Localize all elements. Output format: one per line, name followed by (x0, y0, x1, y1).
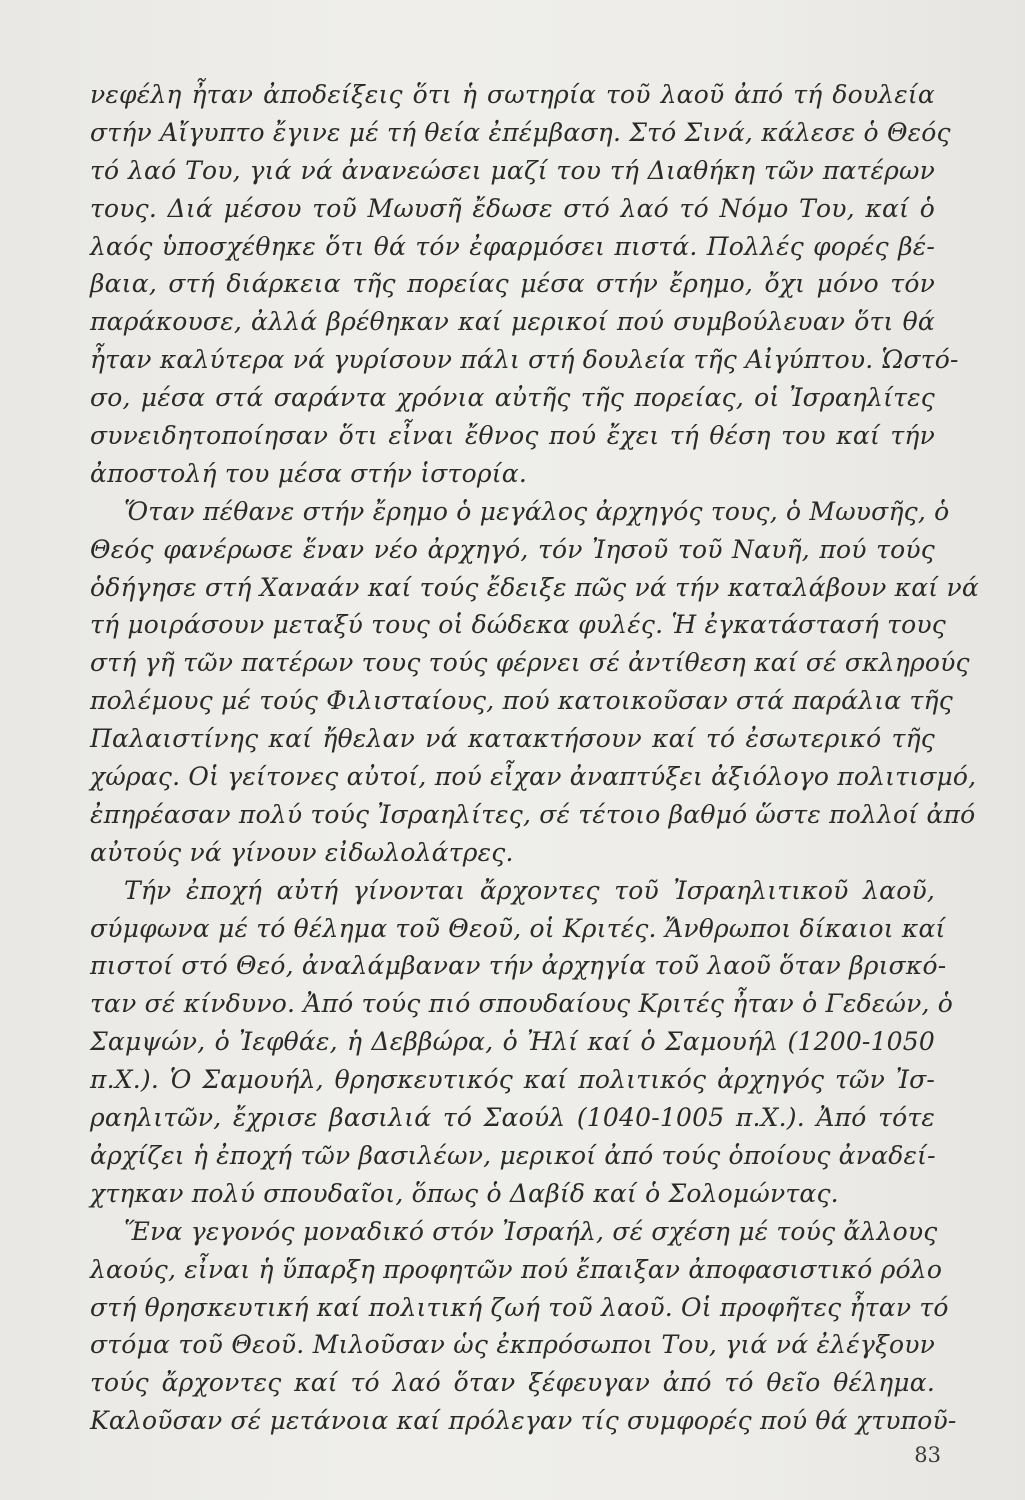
text-line: ἀρχίζει ἡ ἐποχή τῶν βασιλέων, μερικοί ἀπό τούς ὁποίους ἀναδεί- (90, 1140, 936, 1170)
text-line: π.Χ.). Ὁ Σαμουήλ, θρησκευτικός καί πολιτικός ἀρχηγός τῶν Ἰσ- (90, 1065, 935, 1095)
text-line: ραηλιτῶν, ἔχρισε βασιλιά τό Σαούλ (1040-1005 π.Χ.). Ἀπό τότε (90, 1103, 935, 1133)
text-line: τούς ἄρχοντες καί τό λαό ὅταν ξέφευγαν ἀπό τό θεῖο θέλημα. (90, 1368, 935, 1398)
text-line: παράκουσε, ἀλλά βρέθηκαν καί μερικοί πού συμβούλευαν ὅτι θά (90, 307, 935, 337)
text-line: χώρας. Οἱ γείτονες αὐτοί, πού εἶχαν ἀναπτύξει ἀξιόλογο πολιτισμό, (90, 762, 977, 792)
text-line: ὁδήγησε στή Χαναάν καί τούς ἔδειξε πῶς νά τήν καταλάβουν καί νά (90, 572, 979, 602)
text-line: νεφέλη ἦταν ἀποδείξεις ὅτι ἡ σωτηρία τοῦ λαοῦ ἀπό τή δουλεία (90, 80, 935, 109)
page-number: 83 (914, 1443, 941, 1467)
text-line: πολέμους μέ τούς Φιλισταίους, πού κατοικοῦσαν στά παράλια τῆς (90, 686, 953, 716)
text-line: συνειδητοποίησαν ὅτι εἶναι ἔθνος πού ἔχει τή θέση του καί τήν (90, 421, 935, 451)
text-line: Καλοῦσαν σέ μετάνοια καί πρόλεγαν τίς συμφορές πού θά χτυποῦ- (90, 1406, 957, 1436)
text-line: στή γῆ τῶν πατέρων τους τούς φέρνει σέ ἀντίθεση καί σέ σκληρούς (90, 648, 970, 678)
text-line: στή θρησκευτική καί πολιτική ζωή τοῦ λαοῦ. Οἱ προφῆτες ἦταν τό (90, 1292, 949, 1322)
text-line: ἦταν καλύτερα νά γυρίσουν πάλι στή δουλεία τῆς Αἰγύπτου. Ὡστό- (90, 345, 959, 375)
text-line: ταν σέ κίνδυνο. Ἀπό τούς πιό σπουδαίους Κριτές ἦταν ὁ Γεδεών, ὁ (90, 989, 954, 1019)
text-line: Σαμψών, ὁ Ἰεφθάε, ἡ Δεββώρα, ὁ Ἠλί καί ὁ Σαμουήλ (1200-1050 (90, 1027, 935, 1057)
text-line-paragraph-start: Ὅταν πέθανε στήν ἔρημο ὁ μεγάλος ἀρχηγός τους, ὁ Μωυσῆς, ὁ (124, 496, 950, 526)
text-line: βαια, στή διάρκεια τῆς πορείας μέσα στήν ἔρημο, ὄχι μόνο τόν (90, 269, 935, 299)
text-line-paragraph-end: αὐτούς νά γίνουν εἰδωλολάτρες. (90, 837, 514, 867)
text-line: λαός ὑποσχέθηκε ὅτι θά τόν ἐφαρμόσει πιστά. Πολλές φορές βέ- (90, 231, 935, 261)
text-line-paragraph-end: ἀποστολή του μέσα στήν ἱστορία. (90, 458, 527, 488)
text-line-paragraph-end: χτηκαν πολύ σπουδαῖοι, ὅπως ὁ Δαβίδ καί ὁ Σολομώντας. (90, 1178, 839, 1208)
text-line: σο, μέσα στά σαράντα χρόνια αὐτῆς τῆς πορείας, οἱ Ἰσραηλίτες (90, 383, 935, 413)
text-line: στήν Αἴγυπτο ἔγινε μέ τή θεία ἐπέμβαση. Στό Σινά, κάλεσε ὁ Θεός (90, 117, 951, 147)
text-line: Παλαιστίνης καί ἤθελαν νά κατακτήσουν καί τό ἐσωτερικό τῆς (90, 724, 935, 754)
text-line: Θεός φανέρωσε ἕναν νέο ἀρχηγό, τόν Ἰησοῦ τοῦ Ναυῆ, πού τούς (90, 534, 935, 564)
text-line: τό λαό Του, γιά νά ἀνανεώσει μαζί του τή Διαθήκη τῶν πατέρων (90, 155, 935, 185)
text-line-paragraph-start: Τήν ἐποχή αὐτή γίνονται ἄρχοντες τοῦ Ἰσραηλιτικοῦ λαοῦ, (124, 875, 935, 905)
text-line: πιστοί στό Θεό, ἀναλάμβαναν τήν ἀρχηγία τοῦ λαοῦ ὅταν βρισκό- (90, 951, 947, 981)
body-text (90, 76, 979, 1440)
text-line-paragraph-start: Ἕνα γεγονός μοναδικό στόν Ἰσραήλ, σέ σχέση μέ τούς ἄλλους (124, 1216, 938, 1246)
text-line: τή μοιράσουν μεταξύ τους οἱ δώδεκα φυλές. Ἡ ἐγκατάστασή τους (90, 610, 946, 640)
text-line: σύμφωνα μέ τό θέλημα τοῦ Θεοῦ, οἱ Κριτές. Ἄνθρωποι δίκαιοι καί (90, 913, 946, 943)
text-line: λαούς, εἶναι ἡ ὕπαρξη προφητῶν πού ἔπαιξαν ἀποφασιστικό ρόλο (90, 1254, 943, 1284)
text-line: τους. Διά μέσου τοῦ Μωυσῆ ἔδωσε στό λαό τό Νόμο Του, καί ὁ (90, 193, 935, 223)
text-line: ἐπηρέασαν πολύ τούς Ἰσραηλίτες, σέ τέτοιο βαθμό ὥστε πολλοί ἀπό (90, 799, 976, 829)
text-line: στόμα τοῦ Θεοῦ. Μιλοῦσαν ὡς ἐκπρόσωποι Του, γιά νά ἐλέγξουν (90, 1330, 935, 1360)
